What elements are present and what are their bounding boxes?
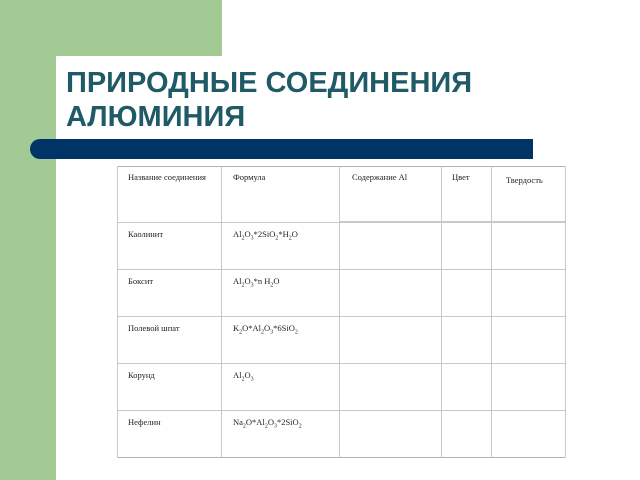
header-color: Цвет (452, 172, 470, 182)
compound-name: Боксит (128, 276, 154, 286)
header-hardness-cell (492, 167, 566, 222)
formula-subscript: 2 (275, 235, 279, 242)
formula-subscript: 2 (242, 423, 246, 430)
formula-subscript: 3 (273, 423, 277, 430)
content-cell (340, 317, 442, 364)
header-color-cell (442, 167, 492, 222)
formula-part: O (244, 229, 251, 239)
compound-name-cell (118, 411, 222, 458)
table-row (118, 270, 566, 317)
header-hardness: Твердость (506, 175, 543, 185)
hardness-cell (492, 223, 566, 270)
formula-part: O (291, 229, 298, 239)
formula-subscript: 2 (298, 423, 302, 430)
content-cell (340, 270, 442, 317)
header-content: Содержание Al (352, 172, 408, 182)
title-line-1: ПРИРОДНЫЕ СОЕДИНЕНИЯ (66, 67, 473, 99)
formula-text (233, 417, 302, 428)
formula-part: *6SiO (273, 323, 295, 333)
compound-name-cell (118, 317, 222, 364)
formula-subscript: 3 (250, 282, 254, 289)
formula-part: K (233, 323, 240, 333)
compound-name-cell (118, 364, 222, 411)
table-row (118, 317, 566, 364)
formula-part: *2SiO (276, 417, 299, 427)
color-cell (442, 317, 492, 364)
formula-text (233, 370, 254, 381)
color-cell (442, 270, 492, 317)
formula-subscript: 3 (250, 376, 254, 383)
formula-part: O (244, 370, 251, 380)
formula-part: O*Al (242, 323, 262, 333)
table-header-row (118, 167, 566, 222)
formula-part: Al (233, 276, 242, 286)
color-cell (442, 223, 492, 270)
formula-subscript: 2 (264, 423, 268, 430)
title-underline-bar (30, 139, 533, 159)
formula-part: O (264, 323, 271, 333)
table-row (118, 364, 566, 411)
slide-title (66, 66, 626, 134)
formula-subscript: 2 (270, 282, 274, 289)
color-cell (442, 364, 492, 411)
content-cell (340, 411, 442, 458)
formula-part: Al (233, 370, 242, 380)
formula-text (233, 276, 280, 287)
formula-part: Al (233, 229, 242, 239)
compound-formula-cell (222, 317, 340, 364)
header-content-cell (340, 167, 442, 222)
formula-subscript: 2 (241, 282, 245, 289)
formula-subscript: 3 (250, 235, 254, 242)
formula-part: O (267, 417, 274, 427)
formula-subscript: 2 (294, 329, 298, 336)
compound-name: Корунд (128, 370, 155, 380)
compound-formula-cell (222, 364, 340, 411)
formula-subscript: 3 (270, 329, 274, 336)
table-row (118, 223, 566, 270)
formula-part: O*Al (245, 417, 265, 427)
compound-name: Полевой шпат (128, 323, 180, 333)
compound-formula-cell (222, 223, 340, 270)
formula-part: *n H (253, 276, 271, 286)
content-cell (340, 364, 442, 411)
title-line-2: АЛЮМИНИЯ (66, 101, 246, 133)
formula-part: O (273, 276, 280, 286)
content-cell (340, 223, 442, 270)
hardness-cell (492, 270, 566, 317)
formula-part: *2SiO (253, 229, 276, 239)
header-name-cell (118, 167, 222, 223)
compound-formula-cell (222, 411, 340, 458)
hardness-cell (492, 364, 566, 411)
formula-subscript: 2 (239, 329, 243, 336)
compound-name-cell (118, 223, 222, 270)
formula-subscript: 2 (241, 235, 245, 242)
header-formula: Формула (233, 172, 266, 182)
hardness-cell (492, 411, 566, 458)
formula-text (233, 229, 298, 240)
formula-subscript: 2 (241, 376, 245, 383)
formula-text (233, 323, 298, 334)
compounds-table (117, 166, 566, 458)
compound-name: Каолинит (128, 229, 164, 239)
hardness-cell (492, 317, 566, 364)
formula-subscript: 2 (288, 235, 292, 242)
header-name: Название соединения (128, 172, 206, 182)
formula-part: *H (278, 229, 289, 239)
color-cell (442, 411, 492, 458)
compound-name: Нефелин (128, 417, 161, 427)
header-formula-cell (222, 167, 340, 223)
table-row (118, 411, 566, 458)
formula-part: O (244, 276, 251, 286)
compound-formula-cell (222, 270, 340, 317)
formula-part: Na (233, 417, 243, 427)
compound-name-cell (118, 270, 222, 317)
formula-subscript: 2 (261, 329, 265, 336)
